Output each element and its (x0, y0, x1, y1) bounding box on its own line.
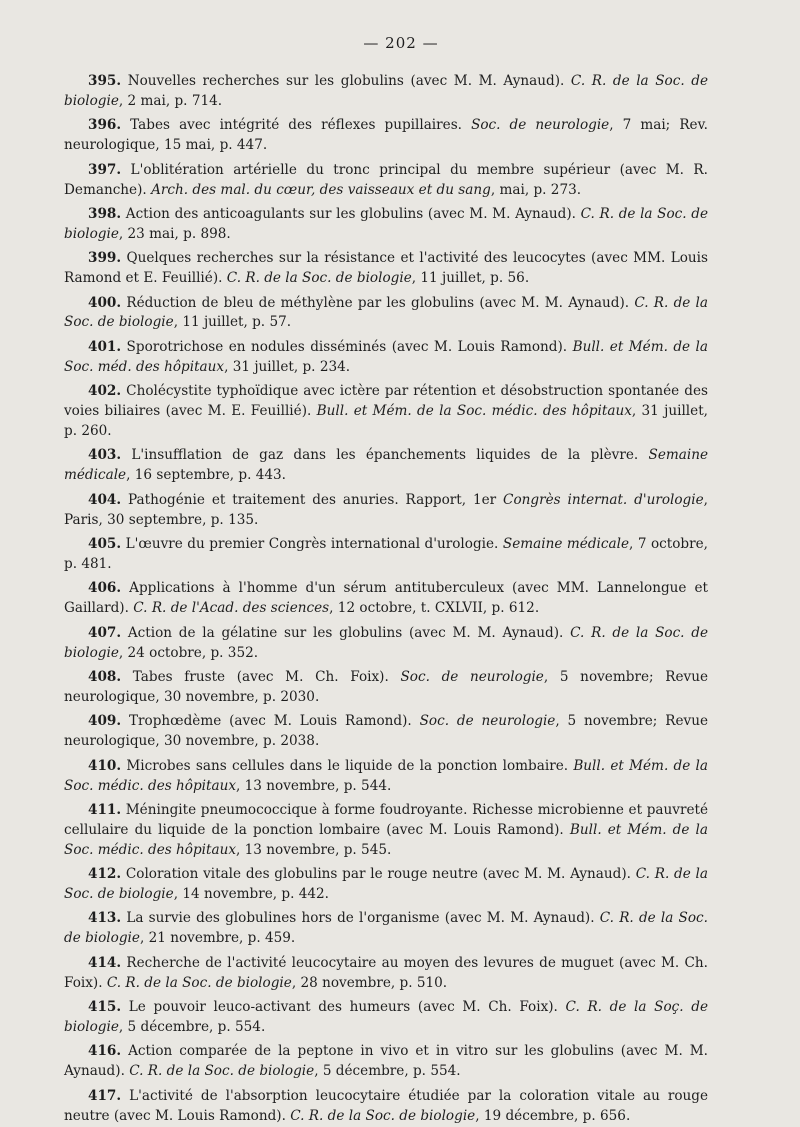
entry-title: Réduction de bleu de méthylène par les globulins (avec M. M. Aynaud). (121, 294, 635, 311)
bibliography-entry (64, 865, 708, 905)
bibliography-entry (64, 909, 708, 949)
entry-number: 416. (88, 1043, 122, 1060)
entry-title: Coloration vitale des globulins par le rouge neutre (avec M. M. Aynaud). (121, 866, 636, 883)
entry-details: , 7 octobre, p. 481. (64, 536, 708, 572)
entry-journal: Soc. de neurologie (471, 117, 610, 134)
entry-journal: Bull. et Mém. de la Soc. médic. des hôpitaux (64, 821, 708, 858)
entry-journal: C. R. de la Soc. de biologie (290, 1107, 476, 1124)
entry-title: Cholécystite typhoïdique avec ictère par rétention et désobstruction spontanée des voies biliaires (avec M. E. Feuillié). (64, 383, 708, 420)
entry-number: 397. (88, 161, 122, 178)
entry-title: L'oblitération artérielle du tronc principal du membre supérieur (avec M. R. Demanche). (64, 161, 708, 198)
entry-journal: Arch. des mal. du cœur, des vaisseaux et du sang (151, 181, 491, 198)
bibliography-entry (64, 535, 708, 575)
entry-details: , 24 octobre, p. 352. (118, 644, 259, 661)
entry-journal: Bull. et Mém. de la Soc. médic. des hôpitaux (316, 403, 632, 420)
entry-journal: Bull. et Mém. de la Soc. méd. des hôpitaux (64, 338, 708, 375)
entry-journal: C. R. de la Soc. de biologie (64, 205, 709, 242)
entry-title: Sporotrichose en nodules disséminés (avec M. Louis Ramond). (121, 338, 573, 355)
entry-number: 401. (88, 338, 122, 355)
entry-title: Pathogénie et traitement des anuries. Rapport, 1er (121, 491, 504, 508)
page-number: — 202 — (363, 34, 439, 52)
entry-title: Tabes avec intégrité des réflexes pupillaires. (121, 117, 472, 134)
entry-details: , 21 novembre, p. 459. (139, 930, 296, 947)
entry-journal: C. R. de l'Acad. des sciences (133, 600, 330, 617)
bibliography-entry (64, 491, 708, 531)
entry-number: 406. (88, 580, 122, 597)
entry-details: , 31 juillet, p. 260. (64, 403, 708, 439)
bibliography-entry (64, 382, 708, 442)
bibliography-entry (64, 954, 708, 994)
entry-details: , 23 mai, p. 898. (118, 225, 231, 242)
entry-title: Tabes fruste (avec M. Ch. Foix). (121, 668, 401, 685)
bibliography-entry (64, 116, 708, 156)
bibliography-entry (64, 205, 708, 245)
entry-journal: C. R. de la Soç. de biologie (64, 999, 708, 1035)
entry-title: L'insufflation de gaz dans les épanchements liquides de la plèvre. (121, 447, 649, 464)
entry-journal: C. R. de la Soc. de biologie (106, 974, 292, 991)
entry-number: 414. (88, 954, 122, 971)
bibliography-entry (64, 1042, 708, 1082)
entry-number: 410. (88, 757, 122, 774)
entry-journal: C. R. de la Soc. de biologie (64, 73, 708, 109)
entry-journal: C. R. de la Soc. de biologie (64, 624, 708, 661)
bibliography-entry (64, 1087, 708, 1127)
entry-journal: C. R. de la Soc. de biologie (226, 270, 412, 287)
bibliography-entry (64, 624, 708, 664)
entry-title: Action des anticoagulants sur les globulins (avec M. M. Aynaud). (121, 205, 581, 222)
entry-number: 408. (88, 668, 122, 685)
entry-number: 399. (88, 250, 122, 267)
entry-number: 398. (88, 205, 122, 222)
entry-journal: Soc. de neurologie (419, 713, 556, 730)
entry-number: 411. (88, 801, 122, 818)
bibliography-entry (64, 712, 708, 752)
bibliography-entry (64, 249, 708, 289)
entry-title: Action de la gélatine sur les globulins (avec M. M. Aynaud). (121, 624, 571, 641)
entry-details: , mai, p. 273. (490, 181, 582, 198)
entry-title: Trophœdème (avec M. Louis Ramond). (121, 713, 420, 730)
entry-number: 417. (88, 1087, 122, 1104)
entry-title: Action comparée de la peptone in vivo et in vitro sur les globulins (avec M. M. Aynaud). (64, 1043, 708, 1080)
bibliography-entry (64, 72, 708, 112)
bibliography-entry (64, 668, 708, 708)
entry-journal: C. R. de la Soc. de biologie (64, 910, 708, 947)
entry-number: 395. (88, 73, 122, 89)
entry-title: Applications à l'homme d'un sérum antituberculeux (avec MM. Lannelongue et Gaillard). (64, 580, 708, 617)
bibliography-entry (64, 579, 708, 619)
entry-number: 404. (88, 491, 122, 508)
entry-journal: C. R. de la Soc. de biologie (129, 1063, 315, 1080)
entry-details: , 2 mai, p. 714. (118, 92, 223, 109)
bibliography-list (64, 72, 708, 1127)
bibliography-entry (64, 446, 708, 486)
entry-journal: C. R. de la Soc. de biologie (64, 866, 708, 903)
entry-details: , 28 novembre, p. 510. (291, 974, 448, 991)
bibliography-entry (64, 998, 708, 1038)
entry-number: 412. (88, 866, 122, 883)
entry-details: , 13 novembre, p. 545. (236, 841, 392, 858)
entry-details: , 11 juillet, p. 56. (411, 270, 530, 287)
entry-title: Quelques recherches sur la résistance et l'activité des leucocytes (avec MM. Louis Ramond et E. Feuillié). (64, 250, 708, 287)
entry-details: , 5 décembre, p. 554. (118, 1018, 266, 1035)
entry-details: , 7 mai; Rev. neurologique, 15 mai, p. 447. (64, 117, 708, 154)
entry-number: 407. (88, 624, 122, 641)
entry-title: Le pouvoir leuco-activant des humeurs (avec M. Ch. Foix). (121, 999, 566, 1016)
entry-title: Méningite pneumococcique à forme foudroyante. Richesse microbienne et pauvreté cellulaire du liquide de la ponction lombaire (avec M. Louis Ramond). (64, 801, 708, 838)
entry-details: , 5 novembre; Revue neurologique, 30 novembre, p. 2038. (64, 713, 708, 750)
entry-journal: Semaine médicale (64, 447, 708, 484)
entry-number: 396. (88, 117, 122, 134)
entry-details: , 19 décembre, p. 656. (475, 1107, 631, 1124)
entry-details: , 13 novembre, p. 544. (236, 777, 392, 794)
entry-details: , 5 novembre; Revue neurologique, 30 novembre, p. 2030. (64, 668, 709, 705)
bibliography-entry (64, 294, 708, 334)
entry-details: , 11 juillet, p. 57. (173, 314, 292, 331)
entry-number: 402. (88, 383, 122, 400)
entry-number: 405. (88, 536, 122, 553)
entry-details: , 5 décembre, p. 554. (314, 1063, 461, 1080)
entry-details: , Paris, 30 septembre, p. 135. (64, 491, 708, 528)
entry-number: 409. (88, 713, 122, 730)
entry-details: , 14 novembre, p. 442. (173, 886, 330, 903)
entry-details: , 31 juillet, p. 234. (224, 358, 351, 375)
entry-journal: Bull. et Mém. de la Soc. médic. des hôpitaux (64, 757, 708, 794)
entry-title: Recherche de l'activité leucocytaire au moyen des levures de muguet (avec M. Ch. Foix). (64, 954, 708, 991)
entry-title: Microbes sans cellules dans le liquide de la ponction lombaire. (121, 757, 574, 774)
entry-journal: Congrès internat. d'urologie (503, 491, 704, 508)
entry-number: 403. (88, 447, 122, 464)
entry-title: La survie des globulines hors de l'organisme (avec M. M. Aynaud). (121, 910, 600, 927)
entry-journal: C. R. de la Soc. de biologie (64, 294, 708, 331)
entry-title: L'activité de l'absorption leucocytaire étudiée par la coloration vitale au rouge neutre (avec M. Louis Ramond). (64, 1087, 708, 1124)
entry-title: Nouvelles recherches sur les globulins (avec M. M. Aynaud). (121, 73, 571, 89)
entry-details: , 16 septembre, p. 443. (126, 467, 286, 484)
bibliography-entry (64, 757, 708, 797)
entry-details: , 12 octobre, t. CXLVII, p. 612. (329, 600, 540, 617)
entry-number: 413. (88, 910, 122, 927)
entry-title: L'œuvre du premier Congrès international d'urologie. (121, 536, 503, 553)
entry-number: 400. (88, 294, 122, 311)
bibliography-entry (64, 161, 708, 201)
entry-number: 415. (88, 999, 122, 1016)
bibliography-entry (64, 801, 708, 861)
bibliography-entry (64, 338, 708, 378)
entry-journal: Semaine médicale (502, 536, 629, 553)
entry-journal: Soc. de neurologie (400, 668, 544, 685)
